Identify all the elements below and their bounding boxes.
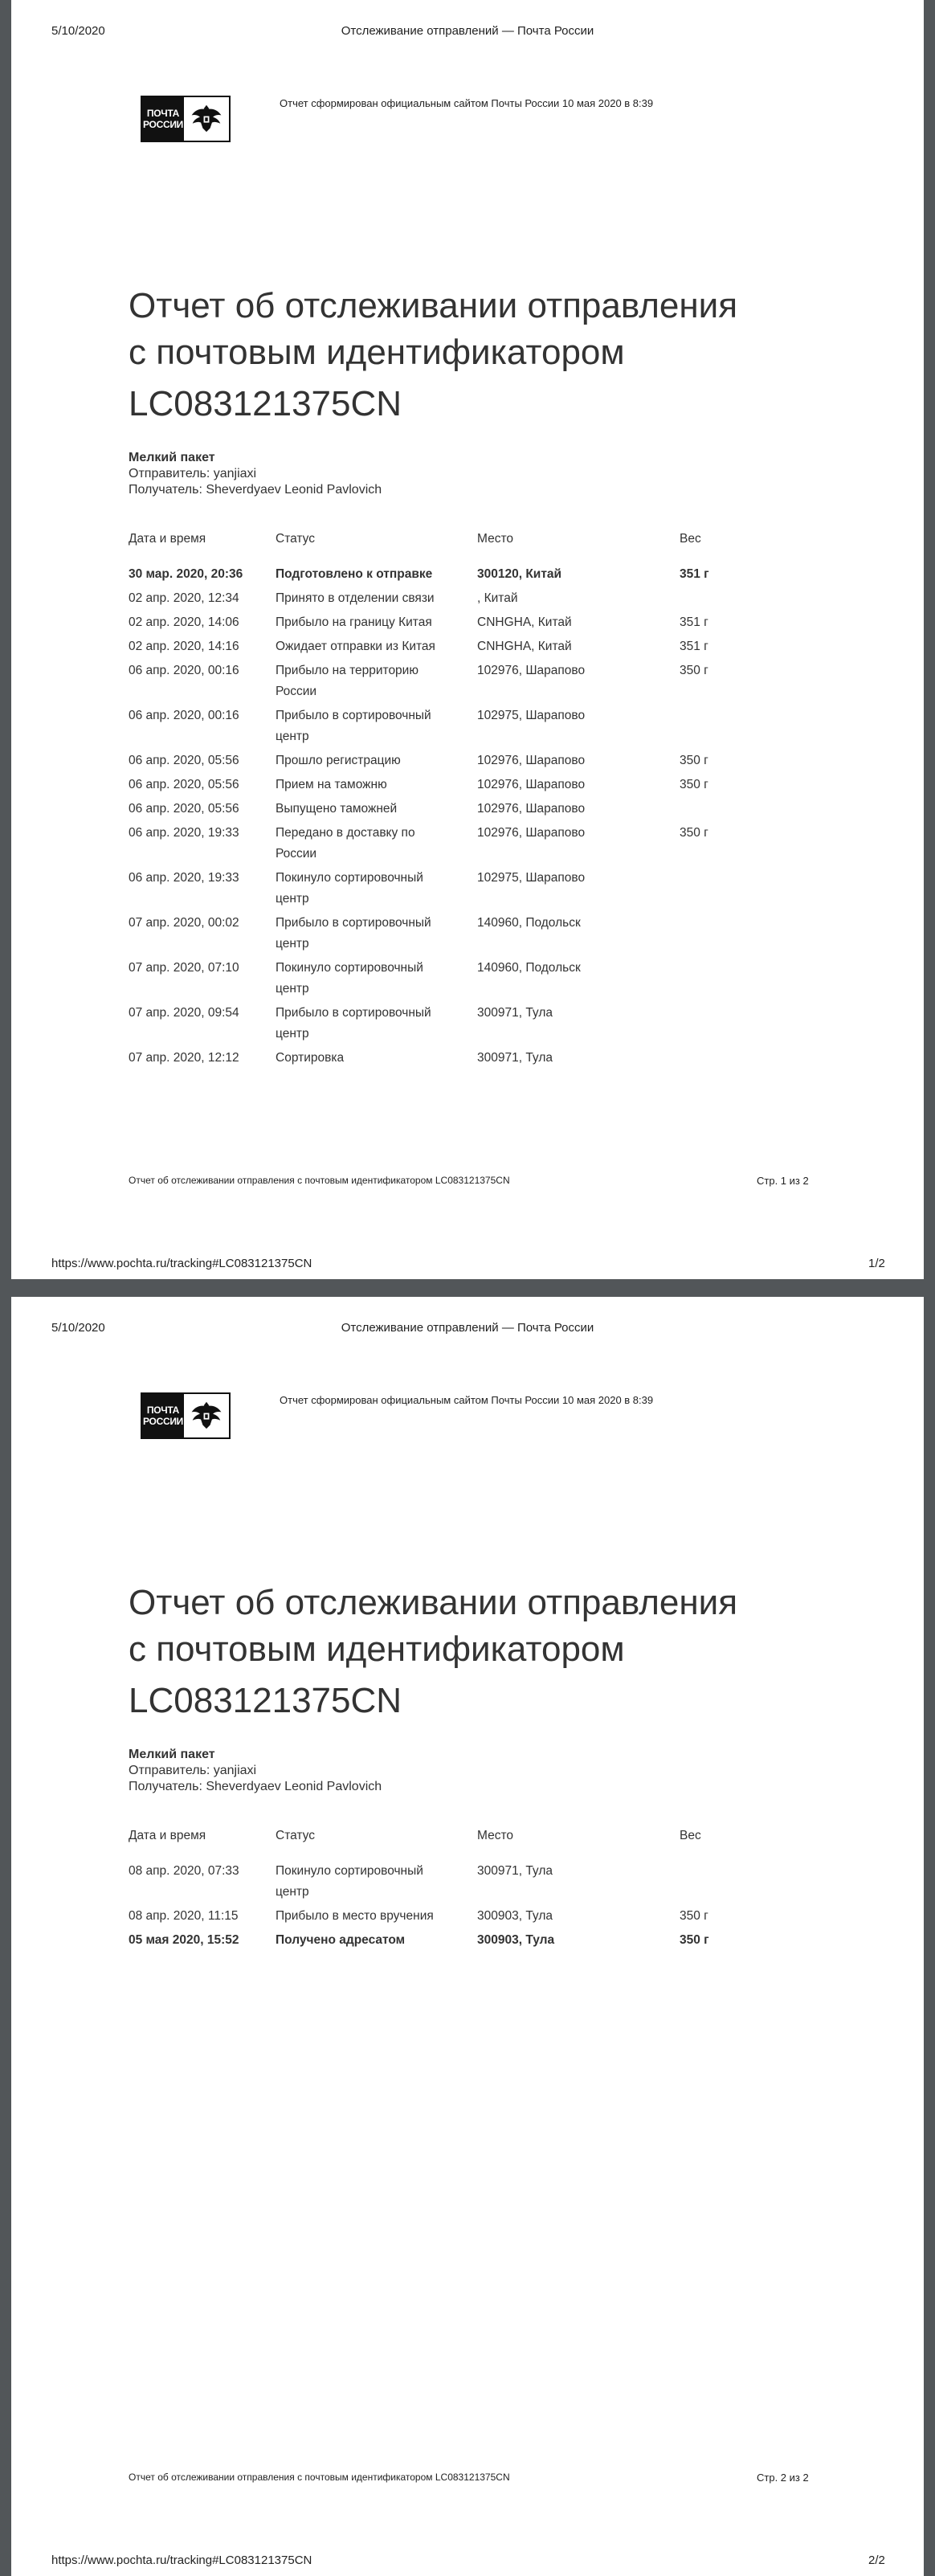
cell-weight: 350 г [680,826,708,840]
tracking-table [129,1829,776,1954]
cell-datetime: 02 апр. 2020, 14:16 [129,640,239,653]
table-row [129,868,776,913]
cell-place: 102976, Шарапово [477,826,586,840]
cell-weight [680,705,776,750]
col-status: Статус [276,1829,315,1842]
pochta-logo [141,96,231,142]
sender: Отправитель: yanjiaxi [129,467,257,480]
cell-status: Выпущено таможней [276,802,398,816]
col-weight: Вес [680,532,701,546]
table-row [129,823,776,868]
package-info [129,450,382,498]
table-row [129,750,776,775]
cell-place: 300971, Тула [477,1051,553,1065]
col-place: Место [477,532,514,546]
table-row [129,636,776,660]
cell-place: 300971, Тула [477,1864,553,1878]
cell-place: 300120, Китай [477,567,562,581]
cell-datetime: 07 апр. 2020, 09:54 [129,1006,239,1020]
cell-place: 102976, Шарапово [477,802,586,816]
cell-status: Покинуло сортировочный центр [276,961,423,996]
cell-status: Прибыло на границу Китая [276,615,432,629]
cell-place: CNHGHA, Китай [477,615,572,629]
cell-datetime: 06 апр. 2020, 19:33 [129,826,239,840]
table-row [129,564,776,588]
report-title: Отчет об отслеживании отправления с почтовым идентификатором LC083121375CN [129,1580,851,1724]
cell-weight: 351 г [680,615,708,629]
cell-datetime: 06 апр. 2020, 05:56 [129,802,239,816]
footer-page-number: Стр. 1 из 2 [757,1175,809,1187]
cell-weight [680,799,776,823]
cell-status: Получено адресатом [276,1933,406,1947]
cell-datetime: 08 апр. 2020, 07:33 [129,1864,239,1878]
print-url: https://www.pochta.ru/tracking#LC083121375CN [51,2554,312,2567]
cell-status: Покинуло сортировочный центр [276,1864,423,1899]
cell-weight: 351 г [680,640,708,653]
cell-datetime: 06 апр. 2020, 05:56 [129,754,239,767]
table-row [129,1930,776,1954]
cell-weight [680,913,776,958]
cell-weight: 350 г [680,664,708,677]
cell-place: CNHGHA, Китай [477,640,572,653]
cell-datetime: 30 мар. 2020, 20:36 [129,567,243,581]
cell-datetime: 06 апр. 2020, 19:33 [129,871,239,885]
pdf-page-2 [11,1297,924,2576]
footer-text: Отчет об отслеживании отправления с почтовым идентификатором LC083121375CN [129,1175,510,1186]
cell-weight [680,868,776,913]
cell-status: Прием на таможню [276,778,387,791]
cell-place: 102976, Шарапово [477,664,586,677]
cell-weight [680,1003,776,1048]
cell-datetime: 06 апр. 2020, 00:16 [129,709,239,722]
cell-status: Покинуло сортировочный центр [276,871,423,906]
generated-note: Отчет сформирован официальным сайтом Почты России 10 мая 2020 в 8:39 [280,97,654,109]
cell-datetime: 02 апр. 2020, 12:34 [129,591,239,605]
cell-place: 300903, Тула [477,1909,553,1923]
pochta-logo [141,1392,231,1439]
cell-status: Принято в отделении связи [276,591,435,605]
cell-place: 102975, Шарапово [477,709,586,722]
cell-weight: 350 г [680,1933,709,1947]
cell-weight: 350 г [680,1909,708,1923]
cell-datetime: 06 апр. 2020, 05:56 [129,778,239,791]
table-header-row [129,1829,776,1861]
cell-status: Прибыло в сортировочный центр [276,916,431,951]
cell-status: Передано в доставку по России [276,826,415,861]
recipient: Получатель: Sheverdyaev Leonid Pavlovich [129,1780,382,1793]
tracking-id: LC083121375CN [129,384,402,423]
eagle-emblem-icon [184,97,229,141]
cell-status: Прибыло на территорию России [276,664,419,698]
tracking-table [129,532,776,1072]
cell-place: 140960, Подольск [477,916,581,930]
table-row [129,1048,776,1072]
cell-weight [680,1048,776,1072]
table-row [129,612,776,636]
package-info [129,1747,382,1795]
package-type: Мелкий пакет [129,1748,215,1761]
col-datetime: Дата и время [129,532,206,546]
footer-text: Отчет об отслеживании отправления с почтовым идентификатором LC083121375CN [129,2472,510,2483]
cell-place: 102976, Шарапово [477,778,586,791]
cell-weight [680,1861,776,1906]
cell-status: Подготовлено к отправке [276,567,433,581]
col-datetime: Дата и время [129,1829,206,1842]
cell-place: 102975, Шарапово [477,871,586,885]
pdf-page-1 [11,0,924,1279]
print-url: https://www.pochta.ru/tracking#LC083121375CN [51,1257,312,1270]
cell-status: Прибыло в сортировочный центр [276,1006,431,1041]
cell-status: Сортировка [276,1051,345,1065]
table-row [129,1003,776,1048]
table-row [129,913,776,958]
col-place: Место [477,1829,514,1842]
table-row [129,799,776,823]
table-header-row [129,532,776,564]
recipient: Получатель: Sheverdyaev Leonid Pavlovich [129,483,382,497]
print-page-count: 1/2 [868,1257,885,1270]
cell-weight: 350 г [680,778,708,791]
generated-note: Отчет сформирован официальным сайтом Почты России 10 мая 2020 в 8:39 [280,1394,654,1406]
table-row [129,705,776,750]
cell-place: 102976, Шарапово [477,754,586,767]
col-status: Статус [276,532,315,546]
cell-datetime: 06 апр. 2020, 00:16 [129,664,239,677]
logo-wordmark: ПОЧТА РОССИИ [142,1394,184,1437]
print-date: 5/10/2020 [51,24,105,38]
cell-weight [680,958,776,1003]
cell-weight: 350 г [680,754,708,767]
cell-place: 300903, Тула [477,1933,555,1947]
table-row [129,660,776,705]
cell-weight: 351 г [680,567,709,581]
cell-datetime: 02 апр. 2020, 14:06 [129,615,239,629]
cell-weight [680,588,776,612]
table-row [129,588,776,612]
print-page-count: 2/2 [868,2554,885,2567]
col-weight: Вес [680,1829,701,1842]
print-date: 5/10/2020 [51,1321,105,1335]
table-row [129,775,776,799]
print-page-title: Отслеживание отправлений — Почта России [341,1321,594,1335]
cell-status: Прибыло в место вручения [276,1909,434,1923]
package-type: Мелкий пакет [129,451,215,464]
eagle-emblem-icon [184,1394,229,1437]
table-row [129,1861,776,1906]
table-row [129,1906,776,1930]
cell-datetime: 05 мая 2020, 15:52 [129,1933,239,1947]
cell-place: 140960, Подольск [477,961,581,975]
sender: Отправитель: yanjiaxi [129,1764,257,1777]
cell-status: Прибыло в сортировочный центр [276,709,431,743]
print-page-title: Отслеживание отправлений — Почта России [341,24,594,38]
cell-datetime: 07 апр. 2020, 07:10 [129,961,239,975]
cell-datetime: 07 апр. 2020, 12:12 [129,1051,239,1065]
table-row [129,958,776,1003]
tracking-id: LC083121375CN [129,1681,402,1720]
cell-place: 300971, Тула [477,1006,553,1020]
report-title: Отчет об отслеживании отправления с почтовым идентификатором LC083121375CN [129,283,851,427]
logo-wordmark: ПОЧТА РОССИИ [142,97,184,141]
cell-datetime: 07 апр. 2020, 00:02 [129,916,239,930]
cell-status: Прошло регистрацию [276,754,401,767]
cell-status: Ожидает отправки из Китая [276,640,435,653]
cell-datetime: 08 апр. 2020, 11:15 [129,1909,239,1923]
cell-place: , Китай [477,591,518,605]
footer-page-number: Стр. 2 из 2 [757,2472,809,2484]
